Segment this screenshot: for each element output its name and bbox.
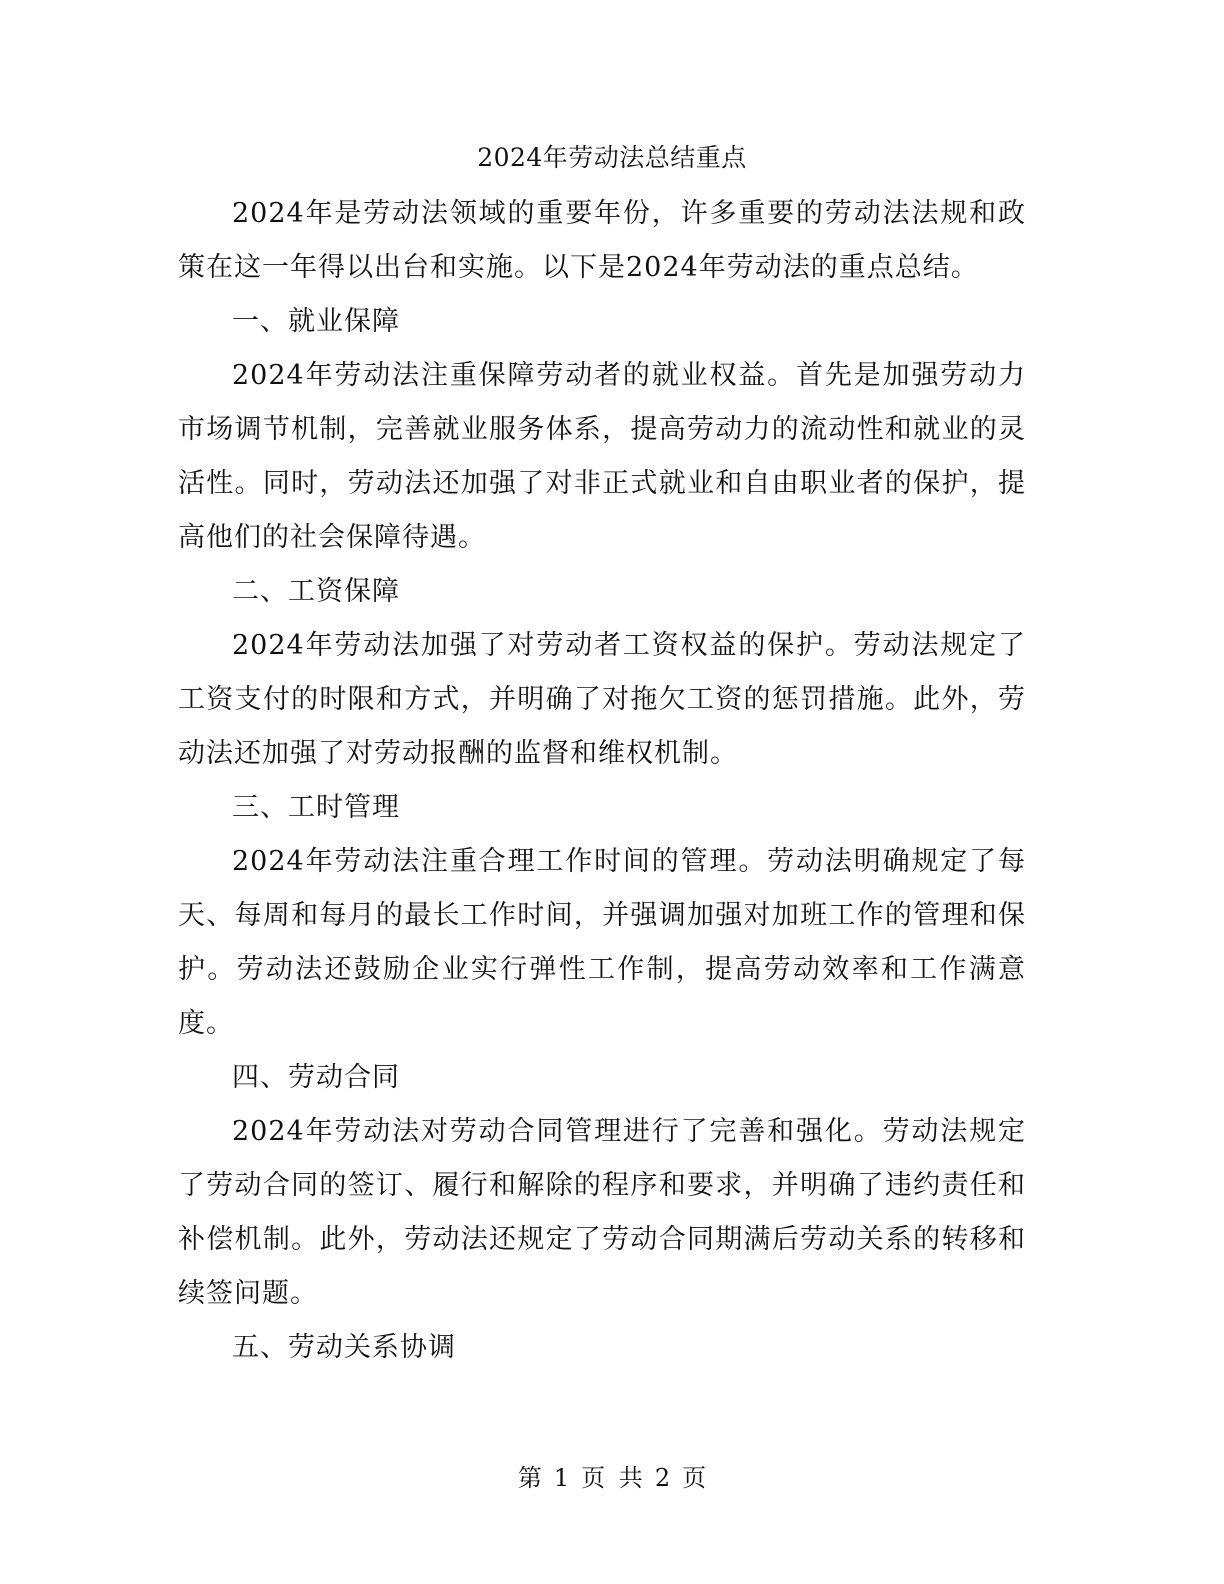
page-label-mid: 页 共 [581, 1464, 643, 1492]
section-text-working-hours: 2024年劳动法注重合理工作时间的管理。劳动法明确规定了每天、每周和每月的最长工作时间，并强调加强对加班工作的管理和保护。劳动法还鼓励企业实行弹性工作制，提高劳动效率和工作满意度。 [178, 846, 1026, 1039]
section-heading-employment: 一、就业保障 [232, 306, 400, 337]
page-label-prefix: 第 [517, 1464, 542, 1492]
section-text-wages: 2024年劳动法加强了对劳动者工资权益的保护。劳动法规定了工资支付的时限和方式，并明确了对拖欠工资的惩罚措施。此外，劳动法还加强了对劳动报酬的监督和维权机制。 [178, 630, 1026, 769]
section-text-labor-contract: 2024年劳动法对劳动合同管理进行了完善和强化。劳动法规定了劳动合同的签订、履行和解除的程序和要求，并明确了违约责任和补偿机制。此外，劳动法还规定了劳动合同期满后劳动关系的转移和续签问题。 [178, 1116, 1026, 1309]
section-heading-working-hours: 三、工时管理 [232, 792, 400, 823]
section-text-employment: 2024年劳动法注重保障劳动者的就业权益。首先是加强劳动力市场调节机制，完善就业服务体系，提高劳动力的流动性和就业的灵活性。同时，劳动法还加强了对非正式就业和自由职业者的保护，提高他们的社会保障待遇。 [178, 360, 1026, 553]
document-title: 2024年劳动法总结重点 [477, 143, 747, 172]
total-pages-number: 2 [654, 1464, 671, 1492]
intro-paragraph: 2024年是劳动法领域的重要年份，许多重要的劳动法法规和政策在这一年得以出台和实施。以下是2024年劳动法的重点总结。 [178, 198, 1026, 283]
page-label-suffix: 页 [682, 1464, 707, 1492]
section-heading-labor-relations: 五、劳动关系协调 [232, 1332, 456, 1363]
document-body [178, 187, 1026, 1375]
page-footer [0, 1458, 1224, 1498]
current-page-number: 1 [553, 1464, 570, 1492]
section-heading-labor-contract: 四、劳动合同 [232, 1062, 400, 1093]
section-heading-wages: 二、工资保障 [232, 576, 400, 607]
